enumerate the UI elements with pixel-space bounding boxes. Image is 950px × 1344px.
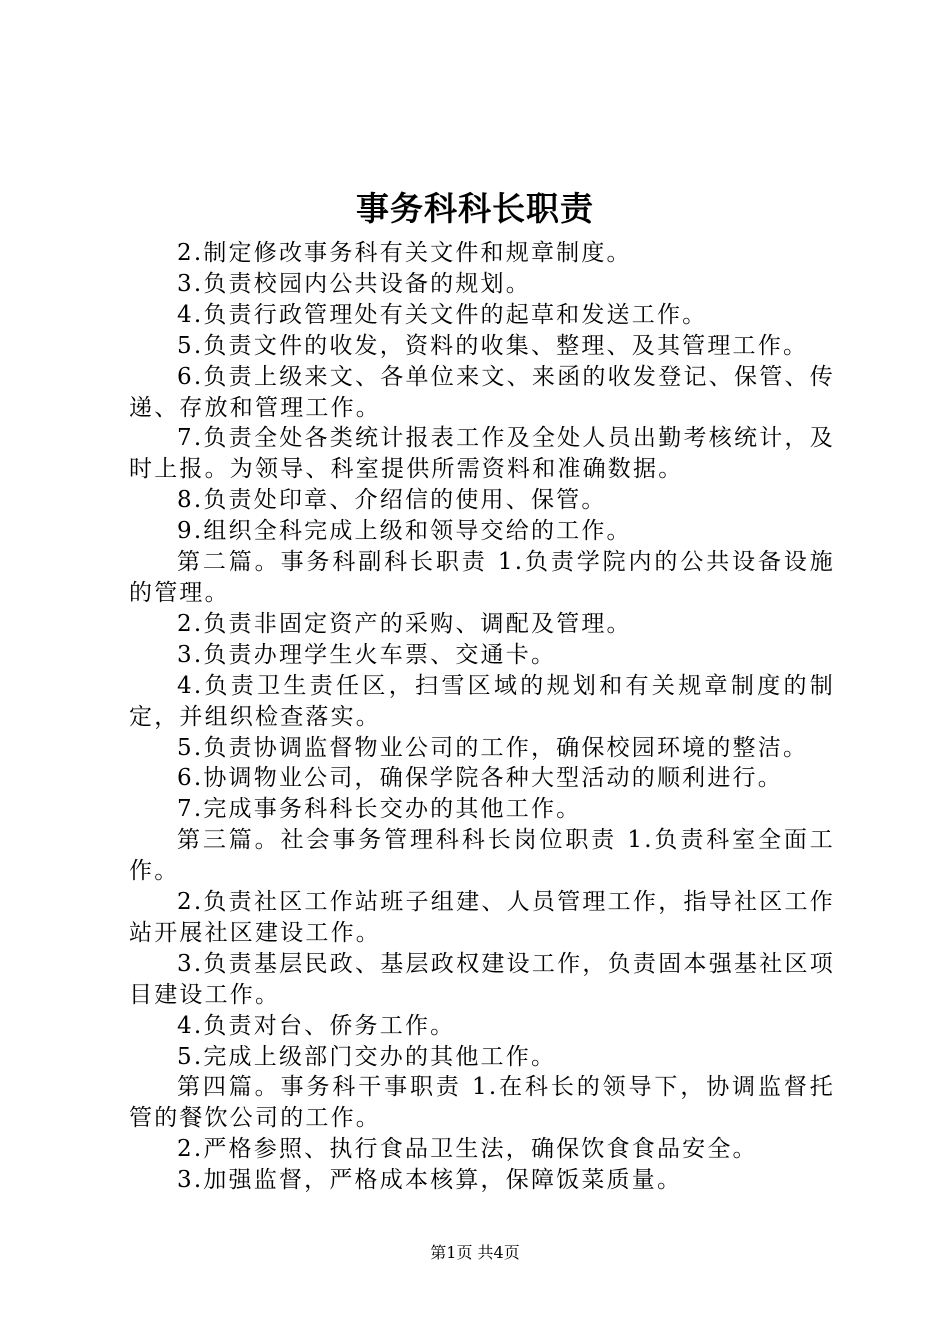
paragraph: 6.负责上级来文、各单位来文、来函的收发登记、保管、传递、存放和管理工作。 [129,363,835,421]
paragraph: 6.协调物业公司，确保学院各种大型活动的顺利进行。 [177,765,783,792]
paragraph: 8.负责处印章、介绍信的使用、保管。 [177,487,607,514]
page-footer [0,1242,950,1264]
paragraph: 4.负责卫生责任区，扫雪区域的规划和有关规章制度的制定，并组织检查落实。 [129,672,835,730]
paragraph: 7.负责全处各类统计报表工作及全处人员出勤考核统计，及时上报。为领导、科室提供所需资料和准确数据。 [129,425,835,483]
paragraph: 3.加强监督，严格成本核算，保障饭菜质量。 [177,1167,683,1194]
paragraph: 3.负责办理学生火车票、交通卡。 [177,641,557,668]
paragraph: 7.完成事务科科长交办的其他工作。 [177,796,582,823]
paragraph: 3.负责基层民政、基层政权建设工作，负责固本强基社区项目建设工作。 [129,950,835,1008]
paragraph: 2.严格参照、执行食品卫生法，确保饮食食品安全。 [177,1136,758,1163]
paragraph: 5.完成上级部门交办的其他工作。 [177,1043,557,1070]
paragraph: 9.组织全科完成上级和领导交给的工作。 [177,518,632,545]
paragraph: 5.负责文件的收发，资料的收集、整理、及其管理工作。 [177,332,809,359]
paragraph: 4.负责对台、侨务工作。 [177,1012,456,1039]
section-heading-paragraph: 第四篇。事务科干事职责 1.在科长的领导下，协调监督托管的餐饮公司的工作。 [129,1074,835,1132]
document-title: 事务科科长职责 [356,189,594,228]
paragraph: 2.负责非固定资产的采购、调配及管理。 [177,610,632,637]
section-heading-paragraph: 第二篇。事务科副科长职责 1.负责学院内的公共设备设施的管理。 [129,549,835,606]
paragraph: 4.负责行政管理处有关文件的起草和发送工作。 [177,301,708,328]
paragraph: 2.负责社区工作站班子组建、人员管理工作，指导社区工作站开展社区建设工作。 [129,889,835,946]
paragraph: 5.负责协调监督物业公司的工作，确保校园环境的整洁。 [177,734,809,761]
paragraph: 2.制定修改事务科有关文件和规章制度。 [177,240,632,266]
section-heading-paragraph: 第三篇。社会事务管理科科长岗位职责 1.负责科室全面工作。 [129,827,835,885]
page-indicator: 第1页 共4页 [430,1243,520,1262]
document-body [129,238,835,1196]
paragraph: 3.负责校园内公共设备的规划。 [177,270,531,297]
